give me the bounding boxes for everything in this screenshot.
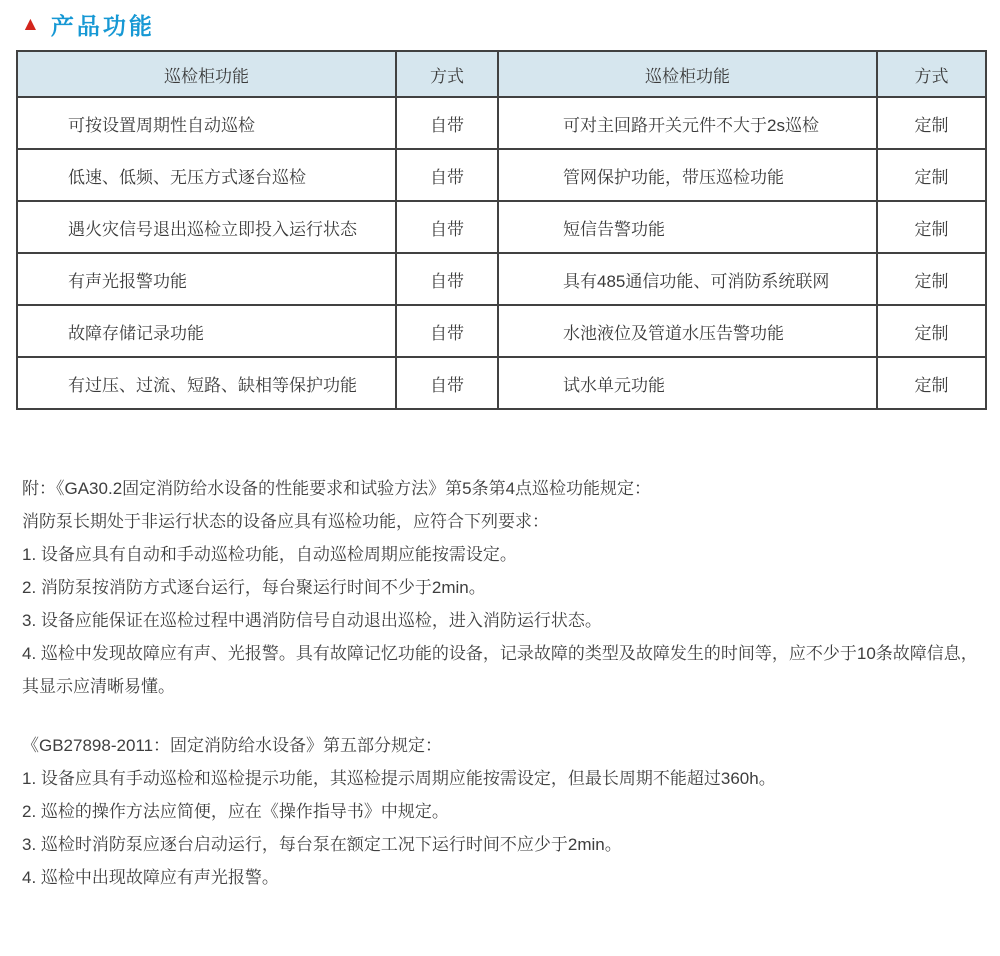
triangle-marker-icon: ▲: [21, 14, 40, 35]
note-line: 1. 设备应具有自动和手动巡检功能，自动巡检周期应能按需设定。: [22, 545, 517, 564]
function-cell: 低速、低频、无压方式逐台巡检: [17, 149, 396, 201]
table-row: [17, 149, 986, 201]
mode-cell: 自带: [396, 201, 498, 253]
note-line: 附：《GA30.2固定消防给水设备的性能要求和试验方法》第5条第4点巡检功能规定：: [22, 479, 652, 498]
mode-cell: 定制: [877, 305, 986, 357]
mode-cell: 自带: [396, 97, 498, 149]
table-row: [17, 305, 986, 357]
page-title: 产品功能: [50, 13, 155, 39]
note-line: 4. 巡检中出现故障应有声光报警。: [22, 868, 279, 887]
table-row: [17, 357, 986, 409]
table-header-row: [17, 51, 986, 97]
mode-cell: 自带: [396, 149, 498, 201]
column-header-function-left: 巡检柜功能: [17, 51, 396, 97]
column-header-mode-left: 方式: [396, 51, 498, 97]
function-cell: 管网保护功能，带压巡检功能: [498, 149, 877, 201]
function-cell: 试水单元功能: [498, 357, 877, 409]
function-cell: 短信告警功能: [498, 201, 877, 253]
table-row: [17, 253, 986, 305]
function-cell: 水池液位及管道水压告警功能: [498, 305, 877, 357]
note-line: 消防泵长期处于非运行状态的设备应具有巡检功能，应符合下列要求：: [22, 512, 549, 531]
function-cell: 可对主回路开关元件不大于2s巡检: [498, 97, 877, 149]
mode-cell: 定制: [877, 357, 986, 409]
note-line: 1. 设备应具有手动巡检和巡检提示功能，其巡检提示周期应能按需设定，但最长周期不能超过360h。: [22, 769, 776, 788]
note-line: 2. 消防泵按消防方式逐台运行，每台聚运行时间不少于2min。: [22, 578, 486, 597]
column-header-function-right: 巡检柜功能: [498, 51, 877, 97]
note-line: 4. 巡检中发现故障应有声、光报警。具有故障记忆功能的设备，记录故障的类型及故障发生的时间等，应不少于10条故障信息，其显示应清晰易懂。: [22, 644, 978, 696]
note-line: 3. 设备应能保证在巡检过程中遇消防信号自动退出巡检，进入消防运行状态。: [22, 611, 602, 630]
table-row: [17, 97, 986, 149]
function-cell: 遇火灾信号退出巡检立即投入运行状态: [17, 201, 396, 253]
mode-cell: 自带: [396, 305, 498, 357]
note-line: 《GB27898-2011：固定消防给水设备》第五部分规定：: [22, 736, 443, 755]
section-header: [0, 0, 1000, 40]
note-line: 3. 巡检时消防泵应逐台启动运行，每台泵在额定工况下运行时间不应少于2min。: [22, 835, 622, 854]
table-row: [17, 201, 986, 253]
function-cell: 有过压、过流、短路、缺相等保护功能: [17, 357, 396, 409]
function-cell: 可按设置周期性自动巡检: [17, 97, 396, 149]
mode-cell: 自带: [396, 253, 498, 305]
function-cell: 有声光报警功能: [17, 253, 396, 305]
column-header-mode-right: 方式: [877, 51, 986, 97]
notes-ga-block: [22, 472, 985, 703]
mode-cell: 定制: [877, 97, 986, 149]
note-line: 2. 巡检的操作方法应简便，应在《操作指导书》中规定。: [22, 802, 449, 821]
mode-cell: 定制: [877, 253, 986, 305]
mode-cell: 定制: [877, 201, 986, 253]
notes-gb-block: [22, 729, 985, 894]
inspection-function-table: [16, 50, 987, 410]
mode-cell: 自带: [396, 357, 498, 409]
mode-cell: 定制: [877, 149, 986, 201]
function-cell: 故障存储记录功能: [17, 305, 396, 357]
function-cell: 具有485通信功能、可消防系统联网: [498, 253, 877, 305]
